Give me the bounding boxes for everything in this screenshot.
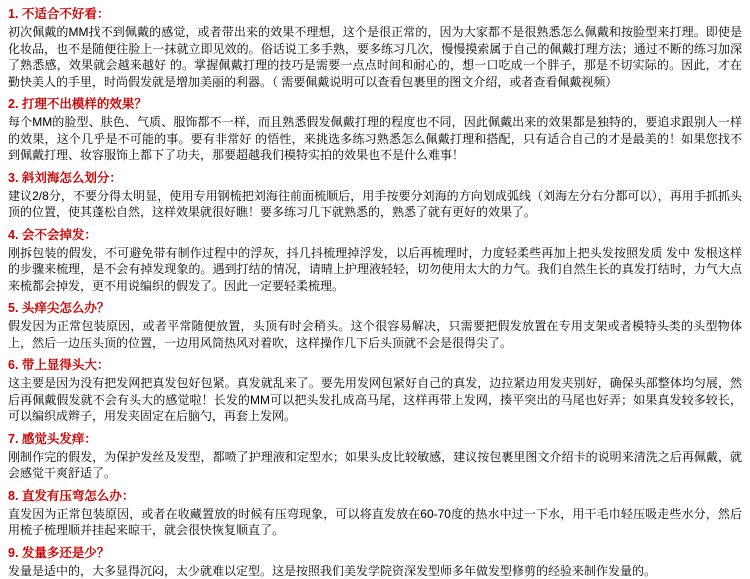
faq-answer: 建议2/8分，不要分得太明显，使用专用钢梳把刘海往前面梳顺后，用手按要分刘海的方向划成弧线（刘海左分右分都可以），再用手抓抓头顶的位置，使其蓬松自然，这样效果就很好瞧！要多练习几下就熟悉的，熟悉了就有更好的效果了。 (8, 188, 742, 221)
faq-answer: 假发因为正常包装原因，或者平常随便放置，头顶有时会稍头。这个很容易解决，只需要把假发放置在专用支架或者模特头类的头型物体上，然后一边压头顶的位置，一边用风筒热风对着吹，这样操作几下后头顶就不会是很得尖了。 (8, 318, 742, 351)
faq-item (8, 488, 742, 539)
faq-answer: 初次佩戴的MM找不到佩戴的感觉，或者带出来的效果不理想，这个是很正常的，因为大家都不是很熟悉怎么佩戴和按脸型来打理。即使是化妆品，也不是随便往脸上一抹就立即见效的。俗话说工多手熟，要多练习几次，慢慢摸索属于自己的佩戴打理方法；通过不断的练习加深了熟悉感，效果就会越来越好 的。掌握佩戴打理的技巧是需要一点点时间和耐心的，想一口吃成一个胖子，那是不切实际的。因此，才在勤快美人的手里，时尚假发就是增加美丽的利器。（ 需要佩戴说明可以查看包裹里的图文介绍，或者查看佩戴视频） (8, 24, 742, 90)
faq-item (8, 170, 742, 221)
faq-question: 4. 会不会掉发： (8, 227, 742, 244)
faq-answer: 发量是适中的，大多显得沉闷，太少就难以定型。这是按照我们美发学院资深发型师多年做发型修剪的经验来制作发量的。 (8, 563, 742, 579)
faq-item (8, 431, 742, 482)
faq-question: 2. 打理不出模样的效果？ (8, 96, 742, 113)
faq-item (8, 96, 742, 164)
faq-question: 9. 发量多还是少？ (8, 545, 742, 562)
faq-answer: 这主要是因为没有把发网把真发包好包紧。真发就乱来了。要先用发网包紧好自己的真发，边拉紧边用发夹别好，确保头部整体均匀展，然后再佩戴假发就不会有头大的感觉啦！长发的MM可以把头发扎成高马尾，这样再带上发网，揍平突出的马尾也好弄；如果真发较多较长，可以编织成辫子，用发夹固定在后脑勺，再套上发网。 (8, 375, 742, 425)
faq-item (8, 357, 742, 425)
faq-item (8, 545, 742, 579)
faq-answer: 刚制作完的假发，为保护发丝及发型，都喷了护理液和定型水；如果头皮比较敏感，建议按包裹里图文介绍卡的说明来清洗之后再佩戴，就会感觉干爽舒适了。 (8, 449, 742, 482)
faq-question: 6. 带上显得头大： (8, 357, 742, 374)
faq-question: 1. 不适合不好看： (8, 6, 742, 23)
faq-item (8, 6, 742, 90)
faq-question: 5. 头痒尖怎么办？ (8, 300, 742, 317)
faq-question: 8. 直发有压弯怎么办： (8, 488, 742, 505)
faq-answer: 每个MM的脸型、肤色、气质、服饰都不一样，而且熟悉假发佩戴打理的程度也不同，因此佩戴出来的效果都是独特的，要追求跟别人一样的效果，这个几乎是不可能的事。要有非常好 的悟性，来挑选多练习熟悉怎么佩戴打理和搭配，只有适合自己的才是最美的！如果您找不到佩戴打理、妆容服饰上都下了功夫，那要超越我们模特实拍的效果也不是什么难事！ (8, 114, 742, 164)
faq-answer: 直发因为正常包装原因，或者在收藏置放的时候有压弯现象，可以将直发放在60-70度的热水中过一下水，用干毛巾轻压吸走些水分，然后用梳子梳理顺并挂起来晾干，就会很快恢复顺直了。 (8, 506, 742, 539)
faq-question: 7. 感觉头发痒： (8, 431, 742, 448)
faq-item (8, 300, 742, 351)
faq-item (8, 227, 742, 295)
faq-answer: 刚拆包装的假发，不可避免带有制作过程中的浮灰，抖几抖梳理掉浮发，以后再梳理时，力度轻柔些再加上把头发按照发质 发中 发根这样的步骤来梳理，是不会有掉发现象的。遇到打结的情况，请晴上护理液轻轻，切勿使用太大的力气。我们自然生长的真发打结时，力气大点来梳都会掉发，更不用说编织的假发了。因此一定要轻柔梳理。 (8, 245, 742, 295)
faq-question: 3. 斜刘海怎么划分： (8, 170, 742, 187)
